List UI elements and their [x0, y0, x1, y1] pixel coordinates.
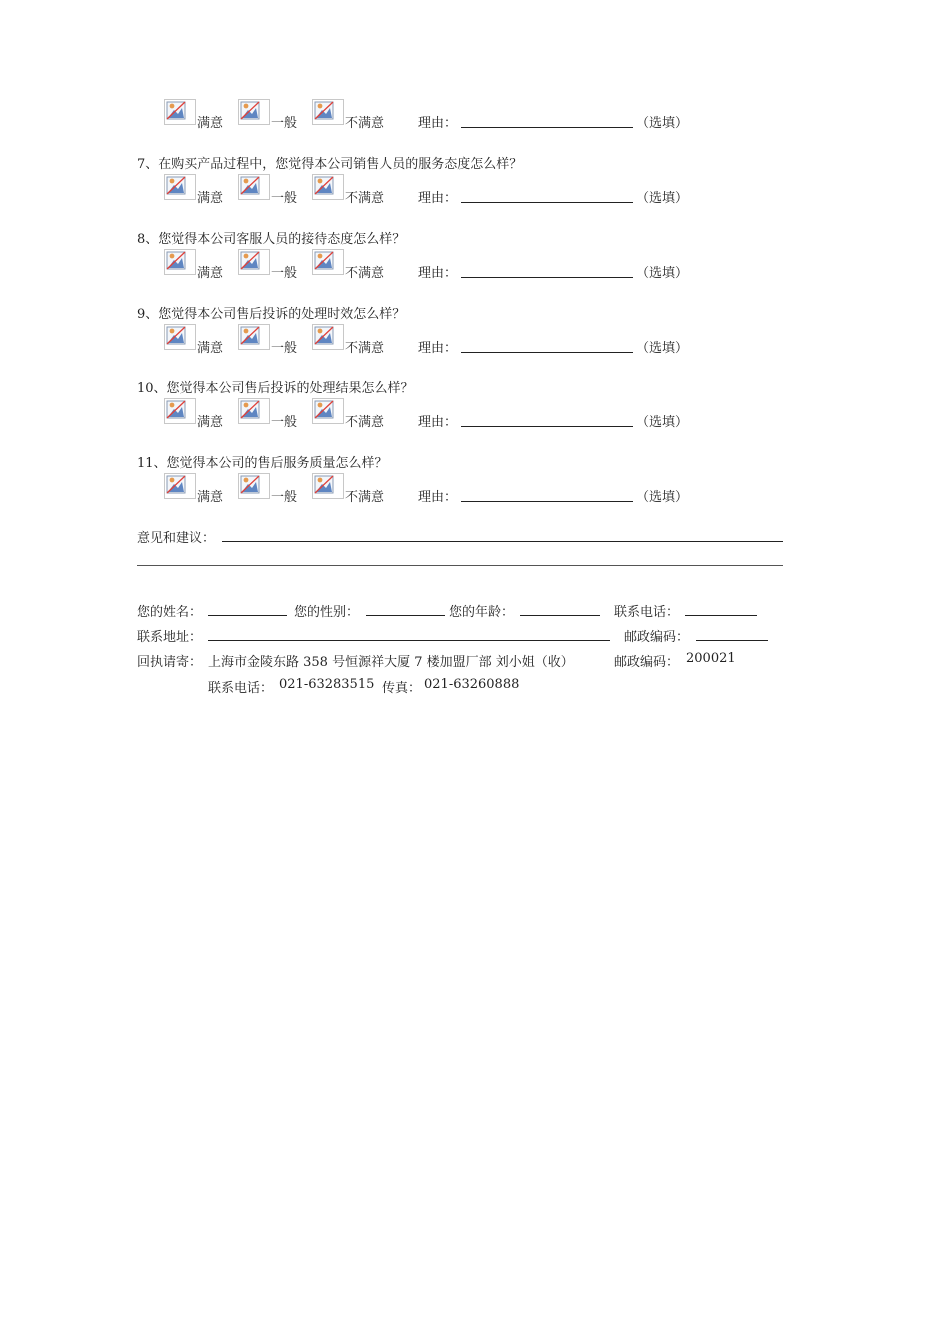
option-label: 不满意	[345, 415, 385, 430]
return-fax-label: 传真：	[382, 681, 422, 696]
name-field[interactable]	[208, 615, 287, 616]
option-label: 一般	[271, 116, 298, 131]
age-field[interactable]	[520, 615, 600, 616]
rating-row-q10	[164, 398, 724, 430]
option-label: 满意	[197, 191, 224, 206]
question-7: 7、在购买产品过程中，您觉得本公司销售人员的服务态度怎么样？	[137, 157, 523, 172]
option-label: 不满意	[345, 341, 385, 356]
optional-note: （选填）	[636, 415, 689, 430]
return-phone-label: 联系电话：	[208, 681, 274, 696]
broken-image-icon[interactable]	[312, 324, 344, 350]
broken-image-icon[interactable]	[164, 174, 196, 200]
reason-label: 理由：	[418, 266, 458, 281]
suggestions-label: 意见和建议：	[137, 531, 216, 546]
rating-row-q6	[164, 99, 724, 131]
phone-field[interactable]	[685, 615, 757, 616]
optional-note: （选填）	[636, 191, 689, 206]
optional-note: （选填）	[636, 341, 689, 356]
optional-note: （选填）	[636, 490, 689, 505]
option-label: 满意	[197, 341, 224, 356]
option-label: 一般	[271, 191, 298, 206]
return-postcode: 200021	[686, 651, 736, 666]
reason-input-line[interactable]	[461, 127, 633, 128]
reason-label: 理由：	[418, 116, 458, 131]
broken-image-icon[interactable]	[238, 473, 270, 499]
phone-label: 联系电话：	[614, 605, 680, 620]
reason-input-line[interactable]	[461, 426, 633, 427]
option-label: 满意	[197, 266, 224, 281]
gender-field[interactable]	[366, 615, 445, 616]
rating-row-q8	[164, 249, 724, 281]
postcode-label: 邮政编码：	[624, 630, 690, 645]
option-label: 满意	[197, 116, 224, 131]
reason-input-line[interactable]	[461, 277, 633, 278]
reason-input-line[interactable]	[461, 352, 633, 353]
broken-image-icon[interactable]	[164, 473, 196, 499]
return-label: 回执请寄：	[137, 655, 203, 670]
broken-image-icon[interactable]	[238, 398, 270, 424]
broken-image-icon[interactable]	[164, 324, 196, 350]
option-label: 满意	[197, 415, 224, 430]
age-label: 您的年龄：	[449, 605, 515, 620]
option-label: 不满意	[345, 490, 385, 505]
broken-image-icon[interactable]	[164, 398, 196, 424]
suggestions-line-1[interactable]	[222, 541, 783, 542]
reason-label: 理由：	[418, 191, 458, 206]
question-10: 10、您觉得本公司售后投诉的处理结果怎么样？	[137, 381, 414, 396]
broken-image-icon[interactable]	[312, 99, 344, 125]
reason-label: 理由：	[418, 415, 458, 430]
option-label: 一般	[271, 266, 298, 281]
return-fax: 021-63260888	[424, 677, 520, 692]
address-field[interactable]	[208, 640, 610, 641]
broken-image-icon[interactable]	[312, 473, 344, 499]
question-9: 9、您觉得本公司售后投诉的处理时效怎么样？	[137, 307, 406, 322]
broken-image-icon[interactable]	[238, 249, 270, 275]
broken-image-icon[interactable]	[238, 174, 270, 200]
postcode-field[interactable]	[696, 640, 768, 641]
option-label: 一般	[271, 341, 298, 356]
name-label: 您的姓名：	[137, 605, 203, 620]
return-address: 上海市金陵东路 358 号恒源祥大厦 7 楼加盟厂部 刘小姐（收）	[208, 655, 574, 670]
optional-note: （选填）	[636, 116, 689, 131]
reason-label: 理由：	[418, 490, 458, 505]
reason-label: 理由：	[418, 341, 458, 356]
question-8: 8、您觉得本公司客服人员的接待态度怎么样？	[137, 232, 406, 247]
option-label: 不满意	[345, 191, 385, 206]
broken-image-icon[interactable]	[238, 99, 270, 125]
reason-input-line[interactable]	[461, 202, 633, 203]
broken-image-icon[interactable]	[238, 324, 270, 350]
option-label: 不满意	[345, 116, 385, 131]
option-label: 满意	[197, 490, 224, 505]
rating-row-q7	[164, 174, 724, 206]
option-label: 不满意	[345, 266, 385, 281]
broken-image-icon[interactable]	[164, 99, 196, 125]
broken-image-icon[interactable]	[312, 398, 344, 424]
question-11: 11、您觉得本公司的售后服务质量怎么样？	[137, 456, 388, 471]
option-label: 一般	[271, 490, 298, 505]
suggestions-line-2[interactable]	[137, 565, 783, 566]
option-label: 一般	[271, 415, 298, 430]
broken-image-icon[interactable]	[312, 249, 344, 275]
return-postcode-label: 邮政编码：	[614, 655, 680, 670]
address-label: 联系地址：	[137, 630, 203, 645]
rating-row-q9	[164, 324, 724, 356]
reason-input-line[interactable]	[461, 501, 633, 502]
return-phone: 021-63283515	[279, 677, 375, 692]
gender-label: 您的性别：	[294, 605, 360, 620]
broken-image-icon[interactable]	[164, 249, 196, 275]
rating-row-q11	[164, 473, 724, 505]
broken-image-icon[interactable]	[312, 174, 344, 200]
optional-note: （选填）	[636, 266, 689, 281]
